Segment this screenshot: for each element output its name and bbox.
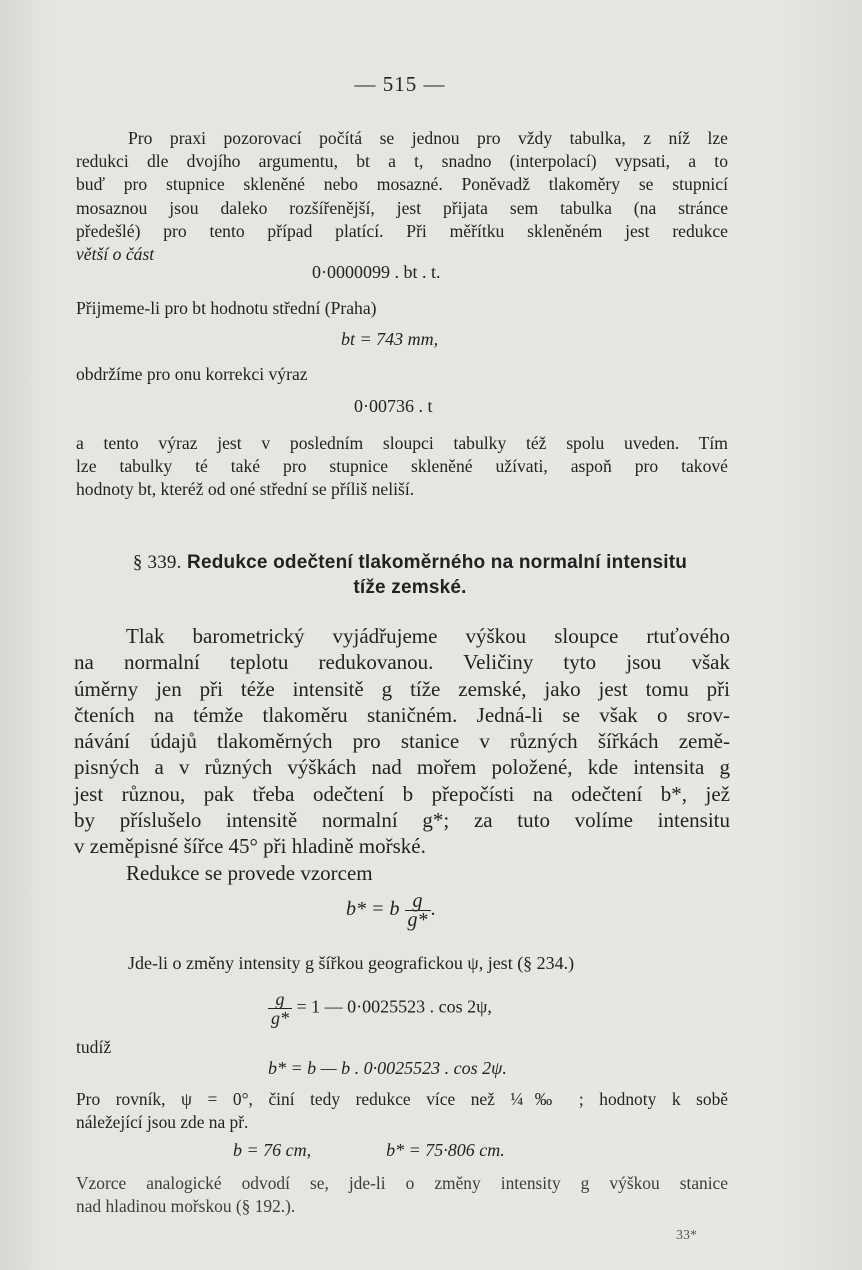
fraction [405,892,431,929]
text-line: Tlak barometrický vyjádřujeme výškou sloupce rtuťového [126,624,730,648]
text-line: na normalní teplotu redukovanou. Veličiny tyto jsou však [74,650,730,675]
text-line: Redukce se provede vzorcem [126,860,373,885]
text-line: Pro praxi pozorovací počítá se jednou pro vždy tabulka, z níž lze [128,128,728,148]
text-line: by příslušelo intensitě normalní g*; za tuto volíme intensitu [74,808,730,833]
text-line: Vzorce analogické odvodí se, jde-li o změny intensity g výškou stanice [76,1173,728,1193]
text-line: Pro rovník, ψ = 0°, činí tedy redukce více než ¼‰ ; hodnoty k sobě [76,1089,728,1109]
equation-3: 0·00736 . t [354,396,433,416]
text-line: obdržíme pro onu korrekci výraz [76,364,308,384]
equation-tail: . [430,898,436,921]
text-line: Jde-li o změny intensity g šířkou geografickou ψ, jest (§ 234.) [128,953,575,973]
equation-lhs: b* = b [346,898,400,921]
fraction [268,990,292,1027]
signature-mark: 33* [676,1228,697,1243]
text-line: buď pro stupnice skleněné nebo mosazné. Poněvadž tlakoměry se stupnicí [76,174,728,195]
paragraph-7 [128,952,728,975]
equation-1: 0·0000099 . bt . t. [312,262,441,282]
text-line: tudíž [76,1037,112,1057]
text-line: čteních na témže tlakoměru staničném. Jedná-li se však o srov- [74,702,730,727]
text-line: a tento výraz jest v posledním sloupci tabulky též spolu uveden. Tím [76,433,728,453]
text-line: předešlé) pro tento případ platící. Při měřítku skleněném jest redukce [76,220,728,241]
fraction-numerator: g [405,892,431,911]
paragraph-5 [74,623,730,886]
paragraph-10 [76,1172,728,1218]
paragraph-3 [76,363,728,386]
text-line: mosaznou jsou daleko rozšířenější, jest přijata sem tabulka (na stránce [76,197,728,218]
heading-line-2: tíže zemské. [353,577,467,598]
text-line: Přijmeme-li pro bt hodnotu střední (Praha) [76,298,377,318]
paragraph-4 [76,432,728,502]
text-line: jest různou, pak třeba odečtení b přepočísti na odečtení b*, jež [74,781,730,806]
paragraph-8 [76,1036,728,1059]
text-line: nad hladinou mořskou (§ 192.). [76,1196,296,1217]
paragraph-2 [76,297,728,320]
text-line: hodnoty bt, kteréž od oné střední se příliš neliší. [76,479,415,500]
equation-6: b* = b — b . 0·0025523 . cos 2ψ. [268,1058,507,1078]
equation-2: bt = 743 mm, [341,329,439,349]
text-line: pisných a v různých výškách nad mořem položené, kde intensita g [74,755,730,780]
text-line: v zeměpisné šířce 45° při hladině mořské. [74,834,426,859]
fraction-denominator: g* [271,1008,289,1028]
equation-part-a: b = 76 cm, [233,1140,312,1160]
paragraph-9 [76,1088,728,1134]
paragraph-1 [76,127,728,266]
text-line: redukci dle dvojího argumentu, bt a t, snadno (interpolací) vypsati, a to [76,151,728,172]
heading-line-1 [60,550,760,575]
heading-text: Redukce odečtení tlakoměrného na normalní intensitu [187,552,688,573]
equation-rhs: = 1 — 0·0025523 . cos 2ψ, [296,996,492,1017]
equation-5 [268,990,492,1027]
text-line: návání údajů tlakoměrných pro stanice v různých šířkách země- [74,729,730,754]
section-number: § 339. [132,552,182,573]
text-line: úměrny jen při téže intensitě g tíže zemské, jako jest tomu při [74,676,730,701]
text-line: lze tabulky té také pro stupnice skleněné užívati, aspoň pro takové [76,456,728,477]
equation-7 [233,1140,505,1161]
page-number: — 515 — [354,72,446,96]
fraction-numerator: g [268,990,292,1009]
fraction-denominator: g* [407,909,428,931]
equation-4 [346,892,436,929]
text-line: větší o část [76,244,155,265]
section-heading [60,550,760,600]
equation-part-b: b* = 75·806 cm. [386,1140,505,1160]
text-line: náležející jsou zde na př. [76,1112,249,1133]
